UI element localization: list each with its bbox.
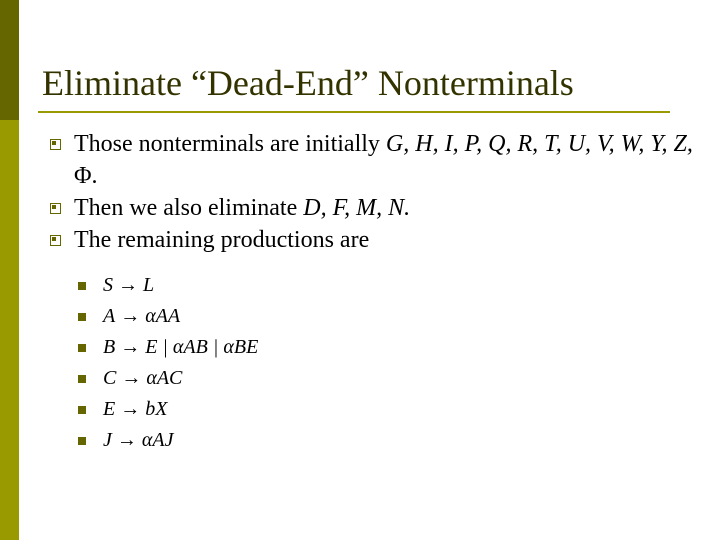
production-rhs: αAJ — [141, 429, 174, 451]
production-item — [78, 270, 258, 301]
filled-square-bullet-icon — [78, 344, 86, 352]
production-lhs: C — [103, 367, 117, 389]
production-item — [78, 363, 258, 394]
square-bullet-icon — [50, 235, 61, 246]
arrow-icon: → — [115, 305, 146, 327]
arrow-icon: → — [115, 398, 146, 420]
production-rhs: αAC — [146, 367, 183, 389]
filled-square-bullet-icon — [78, 437, 86, 445]
bullet-italic-text: G, H, I, P, Q, R, T, U, V, W, Y, Z, — [385, 131, 693, 157]
production-item — [78, 332, 258, 363]
production-rhs: E | αAB | αBE — [145, 336, 259, 358]
bullet-item — [50, 224, 700, 256]
production-lhs: S — [103, 274, 113, 296]
production-list — [78, 270, 258, 456]
production-rhs: L — [143, 274, 155, 296]
arrow-icon: → — [115, 336, 146, 358]
square-bullet-icon — [50, 203, 61, 214]
production-lhs: J — [103, 429, 112, 451]
bullet-text-end: Φ. — [74, 163, 98, 189]
production-item — [78, 425, 258, 456]
production-item — [78, 301, 258, 332]
filled-square-bullet-icon — [78, 375, 86, 383]
bullet-list — [50, 128, 700, 256]
production-rhs: bX — [145, 398, 168, 420]
bullet-italic-text: D, F, M, N. — [303, 195, 411, 221]
production-item — [78, 394, 258, 425]
filled-square-bullet-icon — [78, 313, 86, 321]
slide-title: Eliminate “Dead-End” Nonterminals — [42, 63, 574, 103]
side-bar-top-block — [0, 0, 19, 120]
arrow-icon: → — [111, 429, 142, 451]
arrow-icon: → — [113, 274, 143, 296]
slide-side-bar — [0, 0, 19, 540]
title-underline — [38, 111, 670, 113]
production-lhs: B — [103, 336, 116, 358]
bullet-text: Then we also eliminate — [74, 195, 304, 221]
filled-square-bullet-icon — [78, 282, 86, 290]
filled-square-bullet-icon — [78, 406, 86, 414]
arrow-icon: → — [116, 367, 147, 389]
bullet-item — [50, 128, 700, 192]
bullet-text: The remaining productions are — [74, 227, 370, 253]
production-lhs: A — [103, 305, 116, 327]
production-lhs: E — [103, 398, 116, 420]
bullet-text: Those nonterminals are initially — [74, 131, 386, 157]
bullet-item — [50, 192, 700, 224]
square-bullet-icon — [50, 139, 61, 150]
production-rhs: αAA — [145, 305, 181, 327]
